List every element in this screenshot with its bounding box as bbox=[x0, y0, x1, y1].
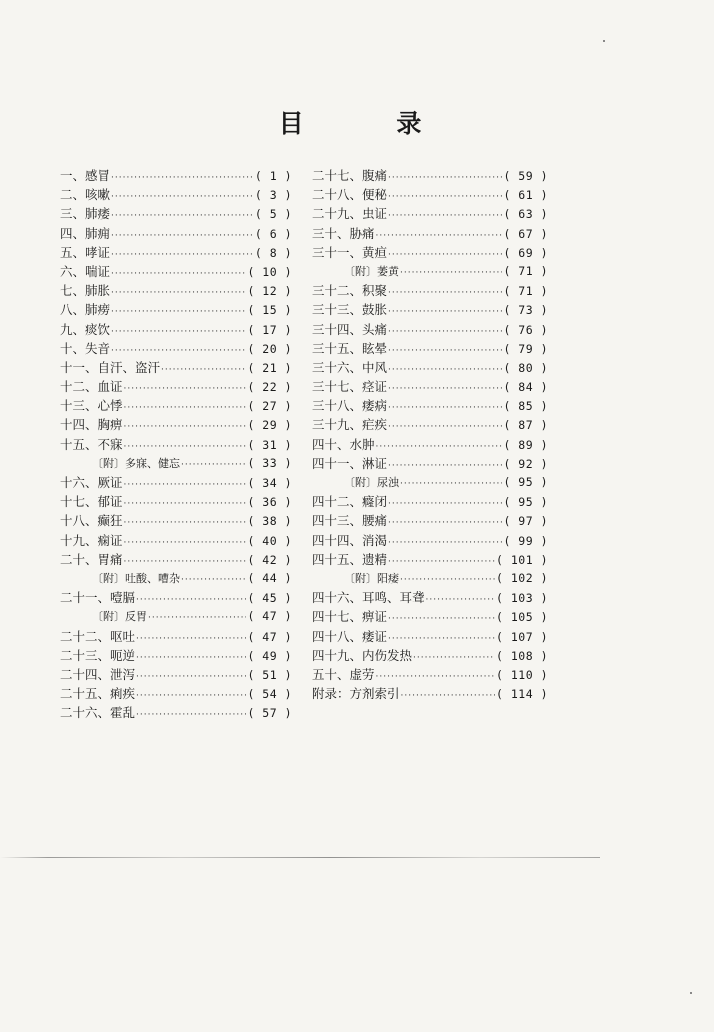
dot-leader bbox=[124, 476, 247, 495]
toc-page-number: ( 57 ) bbox=[247, 706, 292, 721]
toc-entry bbox=[60, 300, 292, 319]
dot-leader bbox=[388, 418, 502, 437]
dot-leader bbox=[388, 457, 502, 476]
toc-entry-label: 四十、水肿 bbox=[312, 436, 375, 452]
toc-entry bbox=[312, 454, 548, 473]
toc-entry-label: 二十四、泄泻 bbox=[60, 666, 136, 682]
toc-entry-label: 五十、虚劳 bbox=[312, 666, 375, 682]
toc-entry bbox=[60, 646, 292, 665]
dot-leader bbox=[136, 649, 246, 668]
toc-page-number: ( 80 ) bbox=[503, 360, 548, 375]
toc-entry-label: 三十三、鼓胀 bbox=[312, 302, 388, 318]
toc-entry bbox=[60, 377, 292, 396]
toc-sub-entry bbox=[60, 569, 292, 588]
toc-entry-label: 十三、心悸 bbox=[60, 398, 123, 414]
dot-leader bbox=[161, 361, 246, 380]
toc-page-number: ( 33 ) bbox=[247, 455, 292, 470]
dot-leader bbox=[148, 609, 246, 628]
toc-page-number: ( 44 ) bbox=[247, 570, 292, 585]
toc-entry-label: 八、肺痨 bbox=[60, 302, 111, 318]
toc-entry-label: 四十七、痹证 bbox=[312, 609, 388, 625]
toc-page-number: ( 29 ) bbox=[247, 418, 292, 433]
toc-entry-label: 二十九、虫证 bbox=[312, 206, 388, 222]
toc-entry-label: 二十、胃痛 bbox=[60, 551, 123, 567]
dot-leader bbox=[124, 534, 247, 553]
toc-entry-label: 三十二、积聚 bbox=[312, 283, 388, 299]
dot-leader bbox=[388, 323, 502, 342]
toc-page-number: ( 71 ) bbox=[503, 284, 548, 299]
toc-page-number: ( 63 ) bbox=[503, 207, 548, 222]
dot-leader bbox=[400, 475, 502, 494]
toc-page-number: ( 69 ) bbox=[503, 245, 548, 260]
toc-entry-label: 四十二、癃闭 bbox=[312, 494, 388, 510]
toc-page-number: ( 87 ) bbox=[503, 418, 548, 433]
toc-page-number: ( 59 ) bbox=[503, 169, 548, 183]
toc-entry-label: 二十七、腹痛 bbox=[312, 168, 388, 183]
toc-entry-label: 附录：方剂索引 bbox=[312, 686, 400, 702]
dot-leader bbox=[111, 323, 246, 342]
toc-entry-label: 二十八、便秘 bbox=[312, 187, 388, 203]
toc-entry bbox=[60, 224, 292, 243]
dot-leader bbox=[388, 284, 502, 303]
toc-entry bbox=[60, 281, 292, 300]
toc-entry bbox=[60, 550, 292, 569]
toc-page-number: ( 95 ) bbox=[503, 495, 548, 510]
toc-entry-label: 四十九、内伤发热 bbox=[312, 647, 413, 663]
toc-entry-label: 三十六、中风 bbox=[312, 359, 388, 375]
dot-leader bbox=[376, 227, 503, 246]
toc-entry-label: 五、哮证 bbox=[60, 244, 111, 260]
dot-leader bbox=[400, 264, 502, 283]
toc-entry-label: 〔附〕吐酸、嘈杂 bbox=[92, 571, 180, 585]
toc-entry-label: 三十八、痿病 bbox=[312, 398, 388, 414]
toc-entry bbox=[312, 224, 548, 243]
toc-page-number: ( 73 ) bbox=[503, 303, 548, 318]
toc-entry bbox=[312, 358, 548, 377]
toc-page-number: ( 31 ) bbox=[247, 437, 292, 452]
toc-entry-label: 十五、不寐 bbox=[60, 436, 123, 452]
toc-entry bbox=[312, 339, 548, 358]
toc-page-number: ( 15 ) bbox=[247, 303, 292, 318]
toc-entry bbox=[312, 204, 548, 223]
toc-page-number: ( 27 ) bbox=[247, 399, 292, 414]
toc-page-number: ( 45 ) bbox=[247, 591, 292, 606]
toc-page-number: ( 20 ) bbox=[247, 341, 292, 356]
toc-page-number: ( 84 ) bbox=[503, 380, 548, 395]
toc-entry-label: 四十一、淋证 bbox=[312, 455, 388, 471]
toc-entry-label: 四、肺痈 bbox=[60, 225, 111, 241]
toc-page-number: ( 105 ) bbox=[496, 610, 548, 625]
dot-leader bbox=[388, 399, 502, 418]
toc-page-number: ( 99 ) bbox=[503, 533, 548, 548]
toc-entry bbox=[312, 396, 548, 415]
dot-leader bbox=[413, 649, 495, 668]
toc-page-number: ( 110 ) bbox=[496, 667, 548, 682]
dot-leader bbox=[136, 668, 246, 687]
toc-entry bbox=[60, 166, 292, 185]
toc-entry-label: 六、喘证 bbox=[60, 263, 111, 279]
dot-leader bbox=[388, 361, 502, 380]
toc-entry bbox=[312, 531, 548, 550]
dot-leader bbox=[388, 342, 502, 361]
dot-leader bbox=[401, 687, 496, 706]
toc-page-number: ( 71 ) bbox=[503, 263, 548, 278]
toc-entry bbox=[60, 320, 292, 339]
toc-page-number: ( 89 ) bbox=[503, 437, 548, 452]
toc-entry bbox=[312, 665, 548, 684]
toc-entry-label: 〔附〕反胃 bbox=[92, 610, 147, 624]
dot-leader bbox=[124, 514, 247, 533]
toc-page-number: ( 21 ) bbox=[247, 360, 292, 375]
dot-leader bbox=[124, 380, 247, 399]
toc-entry bbox=[60, 684, 292, 703]
toc-entry-label: 七、肺胀 bbox=[60, 283, 111, 299]
toc-entry bbox=[312, 415, 548, 434]
toc-entry bbox=[312, 320, 548, 339]
toc-page-number: ( 103 ) bbox=[496, 591, 548, 606]
toc-entry bbox=[312, 511, 548, 530]
toc-page-number: ( 1 ) bbox=[254, 169, 292, 183]
toc-page-number: ( 92 ) bbox=[503, 456, 548, 471]
toc-entry bbox=[60, 339, 292, 358]
dot-leader bbox=[111, 303, 246, 322]
toc-entry bbox=[60, 627, 292, 646]
toc-entry-label: 二十三、呃逆 bbox=[60, 647, 136, 663]
scan-artifact-line bbox=[0, 857, 600, 858]
toc-page-number: ( 8 ) bbox=[254, 245, 292, 260]
toc-page-number: ( 97 ) bbox=[503, 514, 548, 529]
page-title: 目 录 bbox=[278, 109, 464, 138]
toc-page-number: ( 101 ) bbox=[496, 552, 548, 567]
toc-entry bbox=[312, 300, 548, 319]
toc-page-number: ( 95 ) bbox=[503, 475, 548, 489]
toc-entry-label: 四十八、痿证 bbox=[312, 628, 388, 644]
dot-leader bbox=[111, 246, 254, 265]
scan-speck bbox=[690, 992, 692, 994]
toc-page-number: ( 76 ) bbox=[503, 322, 548, 337]
toc-page-number: ( 67 ) bbox=[503, 226, 548, 241]
toc-entry bbox=[312, 377, 548, 396]
toc-entry bbox=[60, 511, 292, 530]
toc-page-number: ( 12 ) bbox=[247, 284, 292, 299]
toc-entry bbox=[60, 492, 292, 511]
dot-leader bbox=[388, 514, 502, 533]
dot-leader bbox=[388, 534, 502, 553]
toc-page-number: ( 5 ) bbox=[254, 207, 292, 222]
toc-entry bbox=[312, 646, 548, 665]
dot-leader bbox=[388, 610, 495, 629]
toc-entry-label: 三、肺痿 bbox=[60, 206, 111, 222]
dot-leader bbox=[181, 456, 246, 475]
dot-leader bbox=[426, 591, 496, 610]
toc-page-number: ( 17 ) bbox=[247, 322, 292, 337]
toc-entry bbox=[60, 588, 292, 607]
toc-entry bbox=[312, 607, 548, 626]
toc-entry-label: 十六、厥证 bbox=[60, 475, 123, 490]
dot-leader bbox=[136, 591, 246, 610]
toc-entry-label: 十四、胸痹 bbox=[60, 417, 123, 433]
dot-leader bbox=[388, 553, 495, 572]
toc-sub-entry bbox=[60, 454, 292, 473]
toc-page-number: ( 47 ) bbox=[247, 609, 292, 624]
toc-entry bbox=[60, 473, 292, 492]
scan-speck bbox=[603, 40, 605, 42]
toc-entry bbox=[60, 185, 292, 204]
toc-page-number: ( 114 ) bbox=[496, 687, 548, 702]
dot-leader bbox=[136, 630, 246, 649]
toc-entry-label: 〔附〕尿浊 bbox=[344, 476, 399, 489]
toc-entry-label: 十八、癫狂 bbox=[60, 513, 123, 529]
toc-entry-label: 四十三、腰痛 bbox=[312, 513, 388, 529]
toc-page-number: ( 6 ) bbox=[254, 226, 292, 241]
toc-entry-label: 三十九、疟疾 bbox=[312, 417, 388, 433]
toc-page-number: ( 36 ) bbox=[247, 495, 292, 510]
toc-entry-label: 十一、自汗、盗汗 bbox=[60, 359, 161, 375]
toc-page-number: ( 34 ) bbox=[247, 476, 292, 490]
dot-leader bbox=[136, 706, 246, 725]
dot-leader bbox=[111, 207, 254, 226]
dot-leader bbox=[181, 571, 246, 590]
toc-entry bbox=[60, 243, 292, 262]
toc-entry-label: 四十五、遗精 bbox=[312, 551, 388, 567]
toc-entry bbox=[60, 703, 292, 722]
toc-sub-entry bbox=[312, 262, 548, 281]
toc-entry bbox=[312, 550, 548, 569]
toc-entry bbox=[60, 358, 292, 377]
dot-leader bbox=[388, 169, 502, 188]
toc-sub-entry bbox=[312, 569, 548, 588]
toc-entry bbox=[312, 492, 548, 511]
toc-entry-label: 〔附〕多寐、健忘 bbox=[92, 456, 180, 470]
toc-entry-label: 二十五、痢疾 bbox=[60, 686, 136, 702]
dot-leader bbox=[111, 169, 254, 188]
toc-entry-label: 三十四、头痛 bbox=[312, 321, 388, 337]
dot-leader bbox=[124, 418, 247, 437]
toc-entry bbox=[312, 281, 548, 300]
toc-page-number: ( 102 ) bbox=[496, 570, 548, 585]
toc-entry bbox=[312, 684, 548, 703]
toc-entry bbox=[60, 665, 292, 684]
toc-entry-label: 二十二、呕吐 bbox=[60, 628, 136, 644]
dot-leader bbox=[136, 687, 246, 706]
toc-entry bbox=[312, 185, 548, 204]
toc-page-number: ( 51 ) bbox=[247, 667, 292, 682]
dot-leader bbox=[376, 438, 503, 457]
dot-leader bbox=[388, 246, 502, 265]
toc-entry-label: 十七、郁证 bbox=[60, 494, 123, 510]
toc-page-number: ( 107 ) bbox=[496, 629, 548, 644]
toc-entry-label: 二十一、噎膈 bbox=[60, 590, 136, 606]
toc-entry bbox=[60, 262, 292, 281]
toc-sub-entry bbox=[60, 607, 292, 626]
dot-leader bbox=[124, 495, 247, 514]
toc-entry-label: 二、咳嗽 bbox=[60, 187, 111, 203]
toc-entry bbox=[312, 627, 548, 646]
toc-entry-label: 三十五、眩晕 bbox=[312, 340, 388, 356]
dot-leader bbox=[388, 380, 502, 399]
dot-leader bbox=[388, 188, 502, 207]
toc-page-number: ( 10 ) bbox=[247, 264, 292, 279]
toc-page-number: ( 42 ) bbox=[247, 552, 292, 567]
toc-entry-label: 十、失音 bbox=[60, 340, 111, 356]
toc-entry-label: 一、感冒 bbox=[60, 168, 111, 183]
toc-entry bbox=[60, 435, 292, 454]
toc-entry bbox=[60, 531, 292, 550]
toc-page-number: ( 54 ) bbox=[247, 687, 292, 702]
toc-entry-label: 四十四、消渴 bbox=[312, 532, 388, 548]
toc-entry-label: 四十六、耳鸣、耳聋 bbox=[312, 590, 425, 606]
toc-entry-label: 〔附〕萎黄 bbox=[344, 264, 399, 278]
toc-entry bbox=[60, 204, 292, 223]
toc-right-column bbox=[312, 166, 548, 703]
toc-page-number: ( 85 ) bbox=[503, 399, 548, 414]
toc-entry bbox=[312, 166, 548, 185]
toc-page-number: ( 49 ) bbox=[247, 648, 292, 663]
toc-entry bbox=[60, 396, 292, 415]
toc-entry bbox=[312, 243, 548, 262]
toc-page-number: ( 61 ) bbox=[503, 188, 548, 203]
toc-entry bbox=[312, 588, 548, 607]
dot-leader bbox=[111, 284, 246, 303]
toc-entry bbox=[60, 415, 292, 434]
dot-leader bbox=[111, 265, 246, 284]
toc-entry bbox=[312, 435, 548, 454]
dot-leader bbox=[111, 188, 254, 207]
toc-page-number: ( 22 ) bbox=[247, 380, 292, 395]
toc-entry-label: 二十六、霍乱 bbox=[60, 705, 136, 721]
toc-entry-label: 三十一、黄疸 bbox=[312, 244, 388, 260]
toc-entry-label: 〔附〕阳痿 bbox=[344, 571, 399, 585]
toc-entry-label: 三十、胁痛 bbox=[312, 225, 375, 241]
toc-page-number: ( 3 ) bbox=[254, 188, 292, 203]
toc-left-column bbox=[60, 166, 292, 722]
toc-entry-label: 十九、痫证 bbox=[60, 532, 123, 548]
toc-sub-entry bbox=[312, 473, 548, 492]
toc-page-number: ( 108 ) bbox=[496, 648, 548, 663]
toc-entry-label: 十二、血证 bbox=[60, 379, 123, 395]
toc-entry-label: 九、痰饮 bbox=[60, 321, 111, 337]
dot-leader bbox=[388, 303, 502, 322]
dot-leader bbox=[388, 495, 502, 514]
toc-entry-label: 三十七、痉证 bbox=[312, 379, 388, 395]
toc-page-number: ( 47 ) bbox=[247, 629, 292, 644]
dot-leader bbox=[124, 399, 247, 418]
toc-page-number: ( 79 ) bbox=[503, 341, 548, 356]
toc-page-number: ( 38 ) bbox=[247, 514, 292, 529]
dot-leader bbox=[388, 207, 502, 226]
dot-leader bbox=[111, 227, 254, 246]
toc-page-number: ( 40 ) bbox=[247, 533, 292, 548]
